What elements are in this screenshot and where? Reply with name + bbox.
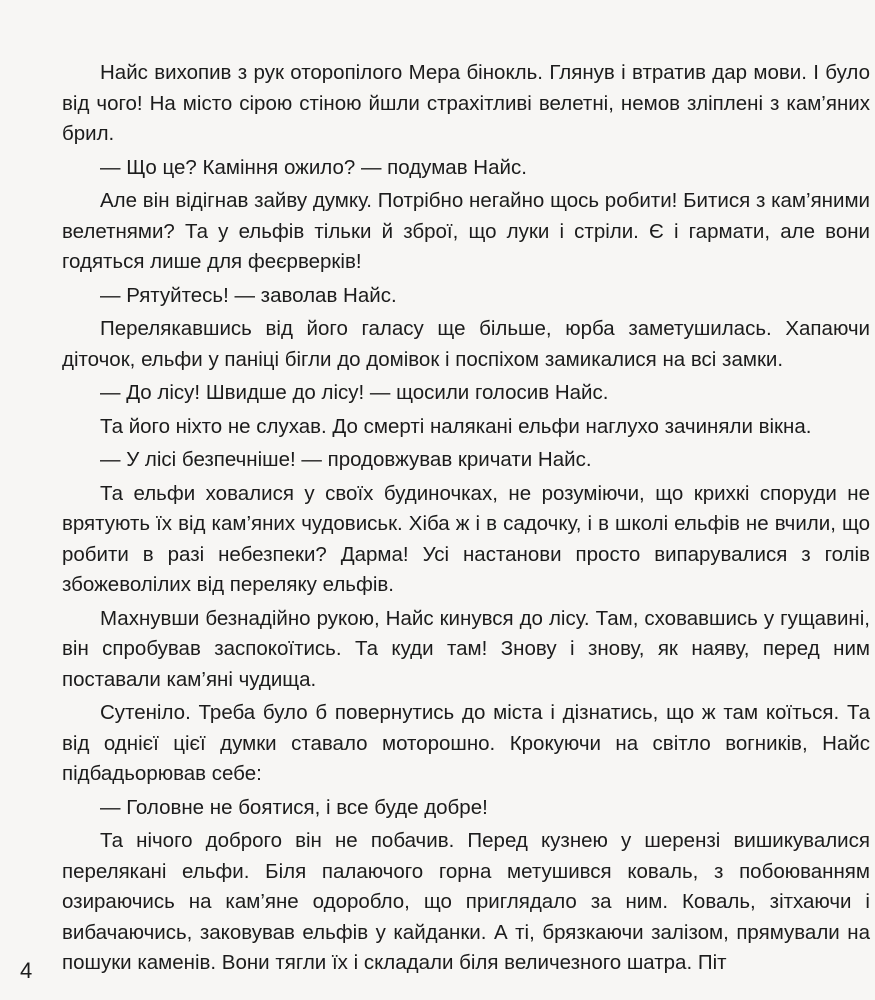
- paragraph-5: Перелякавшись від його галасу ще більше, юрба заметушилась. Хапаючи діточок, ельфи у паніці бігли до домівок і поспіхом замикалися на всі замки.: [62, 317, 870, 371]
- page-text: [62, 58, 870, 982]
- page-number: 4: [20, 958, 33, 983]
- paragraph-4: — Рятуйтесь! — заволав Найс.: [100, 283, 397, 307]
- paragraph-10: Махнувши безнадійно рукою, Найс кинувся до лісу. Там, сховавшись у гущавині, він спробував заспокоїтись. Та куди там! Знову і знову, як наяву, перед ним поставали кам’яні чудища.: [62, 606, 870, 691]
- paragraph-7: Та його ніхто не слухав. До смерті налякані ельфи наглухо зачиняли вікна.: [100, 414, 812, 438]
- paragraph-11: Сутеніло. Треба було б повернутись до міста і дізнатись, що ж там коїться. Та від однієї цієї думки ставало моторошно. Крокуючи на світло вогників, Найс підбадьорював себе:: [62, 701, 870, 785]
- paragraph-9: Та ельфи ховалися у своїх будиночках, не розуміючи, що крихкі споруди не врятують їх від кам’яних чудовиськ. Хіба ж і в садочку, і в школі ельфів не вчили, що робити в разі небезпеки? Дарма! Усі настанови просто випарувалися з голів збожеволілих від переляку ельфів.: [62, 481, 870, 596]
- paragraph-13: Та нічого доброго він не побачив. Перед кузнею у шерензі вишикувалися перелякані ельфи. Біля палаючого горна метушився коваль, з побоюванням озираючись на кам’яне одоробло, що приглядало за ним. Коваль, зітхаючи і вибачаючись, заковував ельфів у кайданки. А ті, брязкаючи залізом, прямували на пошуки каменів. Вони тягли їх і складали біля величезного шатра. Піт: [62, 829, 870, 974]
- paragraph-3: Але він відігнав зайву думку. Потрібно негайно щось робити! Битися з кам’яними велетнями? Та у ельфів тільки й зброї, що луки і стріли. Є і гармати, але вони годяться лише для феєрверків!: [62, 189, 870, 273]
- paragraph-1: Найс вихопив з рук оторопілого Мера бінокль. Глянув і втратив дар мови. І було від чого! На місто сірою стіною йшли страхітливі велетні, немов зліплені з кам’яних брил.: [62, 61, 870, 145]
- paragraph-12: — Головне не боятися, і все буде добре!: [100, 795, 488, 819]
- paragraph-6: — До лісу! Швидше до лісу! — щосили голосив Найс.: [100, 381, 609, 404]
- paragraph-2: — Що це? Каміння ожило? — подумав Найс.: [100, 155, 527, 179]
- paragraph-8: — У лісі безпечніше! — продовжував кричати Найс.: [100, 448, 592, 471]
